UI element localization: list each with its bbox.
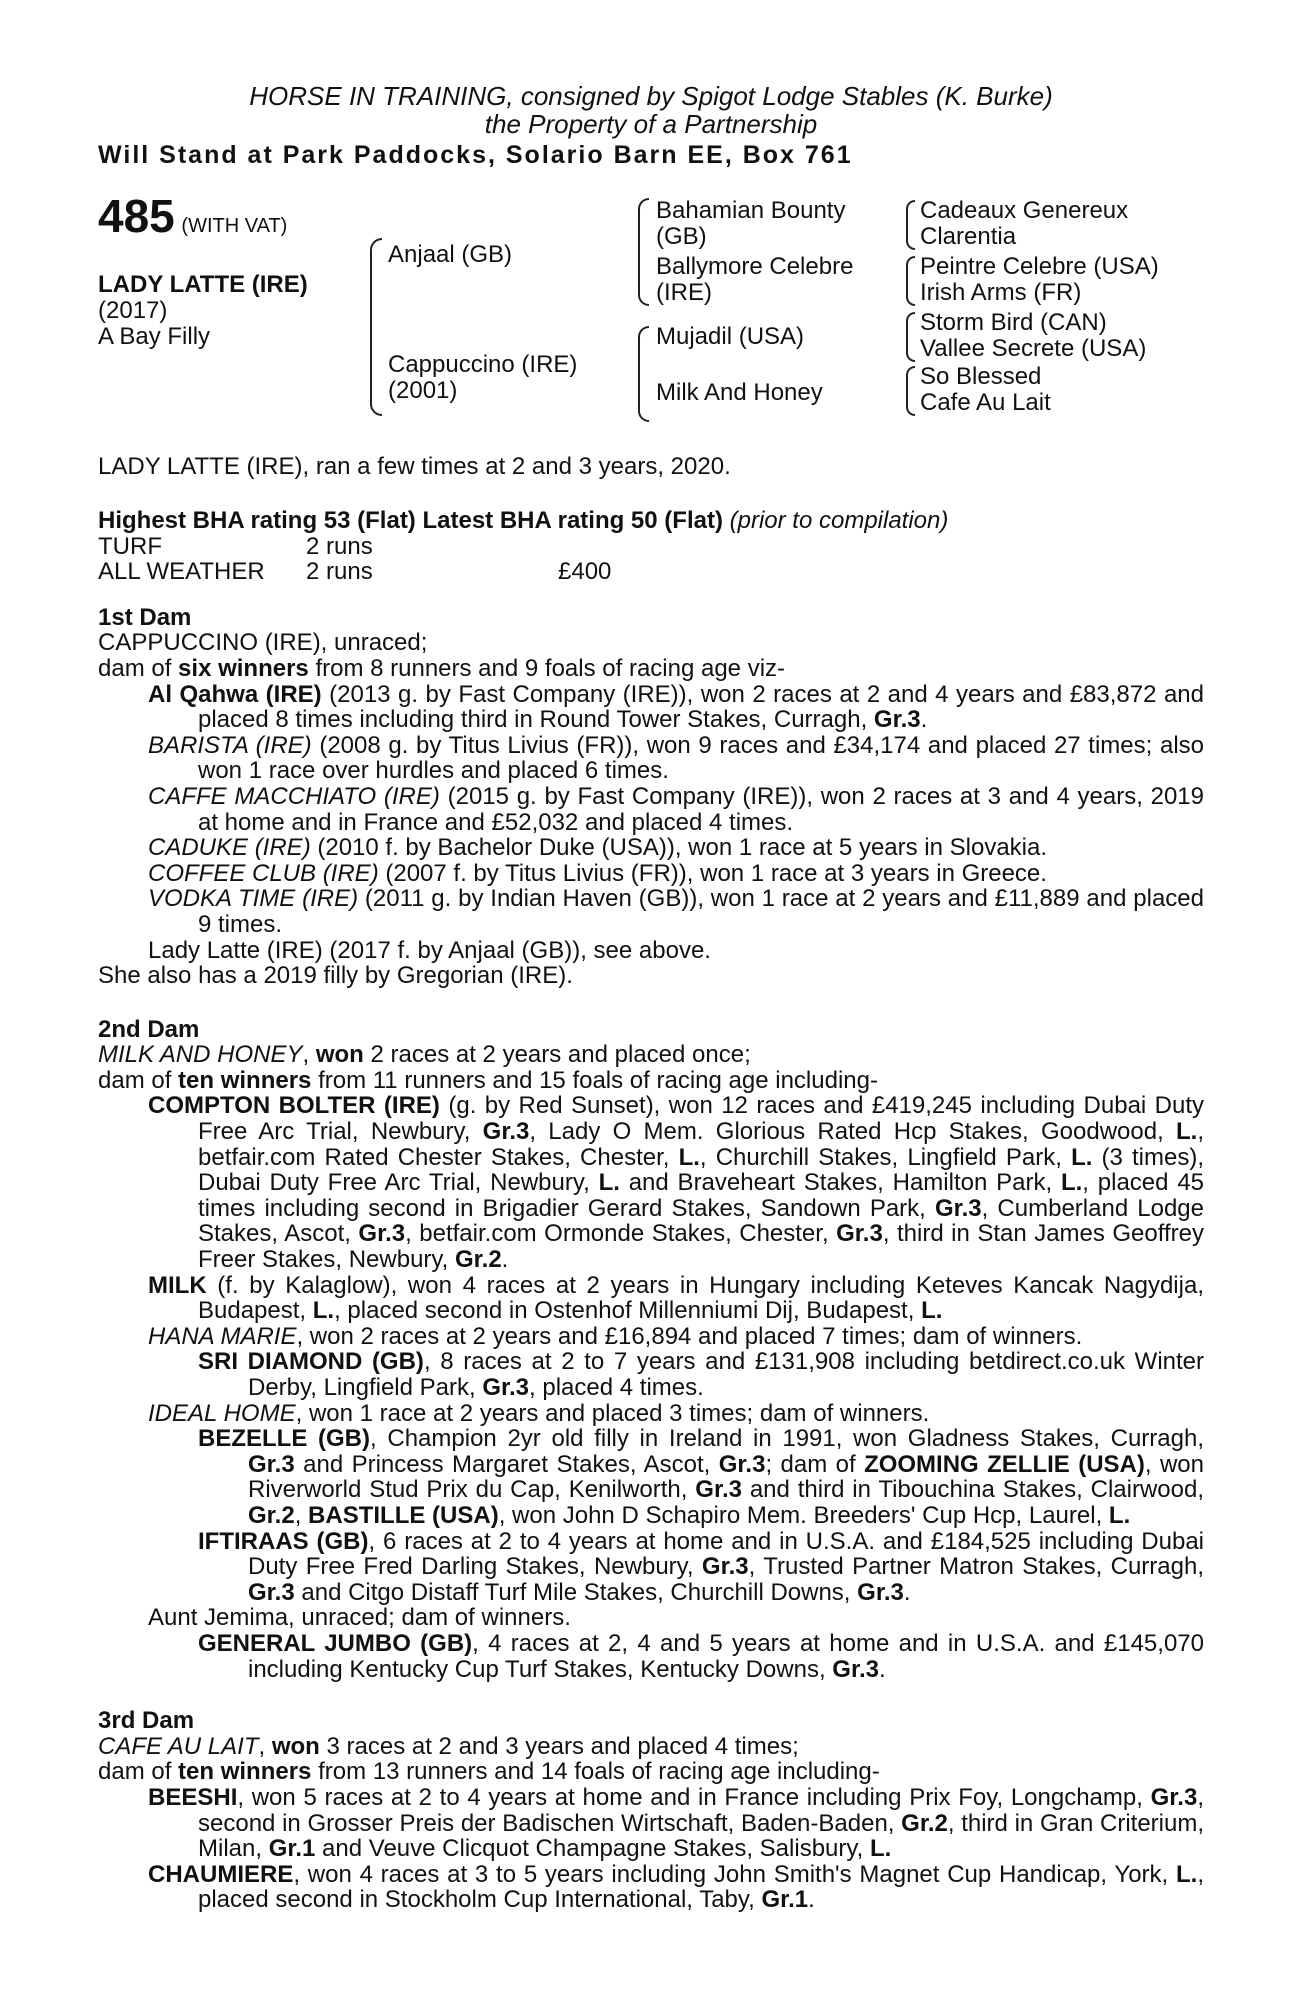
second-dam-section xyxy=(98,1017,1204,1682)
grade: Gr.3 xyxy=(873,706,921,734)
text: , 8 races at 2 to 7 years and £131,908 including betdirect.co.uk Winter Derby, Lingfield Park, xyxy=(248,1348,1205,1401)
sire-sire-2: (GB) xyxy=(656,223,707,250)
dam-dam-sire: So Blessed xyxy=(920,363,1042,390)
text: . xyxy=(903,1578,911,1606)
horse-year: (2017) xyxy=(98,297,168,324)
text: , Cumberland Lodge Stakes, Ascot, xyxy=(198,1194,1205,1248)
text: , xyxy=(302,1041,316,1069)
produce-entry xyxy=(98,1324,1204,1350)
horse-name: BASTILLE (USA) xyxy=(308,1501,499,1529)
text: (2011 g. by Indian Haven (GB)), won 1 race at 2 years and £11,889 and placed 9 times. xyxy=(198,885,1204,938)
produce-entry xyxy=(98,1785,1204,1862)
winners-count: ten winners xyxy=(178,1066,312,1094)
grade: Gr.3 xyxy=(836,1220,883,1248)
all-weather-prize: £400 xyxy=(558,558,612,586)
sire-dam-dam: Irish Arms (FR) xyxy=(920,279,1082,306)
text: (2010 f. by Bachelor Duke (USA)), won 1 race at 5 years in Slovakia. xyxy=(310,834,1048,862)
produce-entry xyxy=(98,886,1204,937)
sire-parents-brace xyxy=(638,198,649,306)
all-weather-runs: 2 runs xyxy=(306,558,373,586)
text: and Braveheart Stakes, Hamilton Park, xyxy=(619,1169,1061,1197)
sire-dam-sire: Peintre Celebre (USA) xyxy=(920,253,1159,280)
horse-name: CHAUMIERE xyxy=(148,1860,294,1888)
horse-name: SRI DIAMOND (GB) xyxy=(198,1348,424,1376)
produce-entry xyxy=(98,1426,1204,1528)
text: (g. by Red Sunset), won 12 races and £419,245 including Dubai Duty Free Arc Trial, Newbury, xyxy=(198,1092,1205,1146)
dam-sire-dam: Vallee Secrete (USA) xyxy=(920,335,1147,362)
produce-entry xyxy=(98,784,1204,835)
produce-entry xyxy=(98,1349,1204,1400)
text: . xyxy=(920,706,928,734)
text: , placed second in Stockholm Cup International, Taby, xyxy=(198,1860,1204,1914)
third-dam-produce-summary xyxy=(98,1759,1204,1785)
grade: Gr.3 xyxy=(1150,1783,1198,1811)
dam-name: CAFE AU LAIT xyxy=(98,1732,259,1760)
grade: Gr.2 xyxy=(454,1246,502,1274)
text: 3 races at 2 and 3 years and placed 4 times; xyxy=(319,1732,799,1760)
text: , won John D Schapiro Mem. Breeders' Cup Hcp, Laurel, xyxy=(498,1501,1109,1529)
listed: L. xyxy=(678,1143,700,1171)
grade: Gr.3 xyxy=(482,1374,530,1401)
produce-entry xyxy=(98,733,1204,784)
ownership-line: the Property of a Partnership xyxy=(484,109,818,139)
text: dam of xyxy=(98,1066,179,1094)
dam: Cappuccino (IRE) xyxy=(388,351,578,378)
produce-entry xyxy=(98,1631,1204,1682)
dam-sire-sire: Storm Bird (CAN) xyxy=(920,309,1107,336)
text: and third in Tibouchina Stakes, Clairwood, xyxy=(741,1476,1205,1504)
won-label: won xyxy=(315,1041,364,1069)
grade: Gr.2 xyxy=(248,1501,295,1529)
dam-parents-brace xyxy=(638,326,649,422)
third-dam-section xyxy=(98,1708,1204,1913)
produce-entry xyxy=(98,682,1204,733)
produce-entry xyxy=(98,835,1204,861)
lot-number: 485 xyxy=(98,190,175,242)
text: , placed 45 times including second in Brigadier Gerard Stakes, Sandown Park, xyxy=(198,1169,1205,1222)
text: , xyxy=(294,1501,309,1529)
text: (2007 f. by Titus Livius (FR)), won 1 race at 3 years in Greece. xyxy=(378,859,1047,887)
text: , placed 4 times. xyxy=(529,1374,704,1401)
bha-ratings xyxy=(98,508,1204,534)
horse-name: VODKA TIME (IRE) xyxy=(148,885,359,913)
dam-dam: Milk And Honey xyxy=(656,379,823,406)
text: from 13 runners and 14 foals of racing age including- xyxy=(311,1758,880,1786)
grade: Gr.3 xyxy=(701,1553,749,1581)
all-weather-label: ALL WEATHER xyxy=(98,558,265,586)
sire: Anjaal (GB) xyxy=(388,241,513,268)
turf-label: TURF xyxy=(98,532,162,560)
won-label: won xyxy=(271,1732,320,1760)
listed: L. xyxy=(1176,1860,1198,1888)
sire-dam-brace xyxy=(370,238,382,416)
grade: Gr.3 xyxy=(695,1476,742,1504)
text: , Champion 2yr old filly in Ireland in 1991, won Gladness Stakes, Curragh, xyxy=(370,1425,1204,1453)
listed: L. xyxy=(921,1297,943,1325)
second-dam-title: 2nd Dam xyxy=(98,1015,200,1043)
text: , third in Stan James Geoffrey Freer Stakes, Newbury, xyxy=(198,1220,1204,1274)
text: and Veuve Clicquot Champagne Stakes, Salisbury, xyxy=(315,1835,870,1863)
text: , won 5 races at 2 to 4 years at home and in France including Prix Foy, Longchamp, xyxy=(237,1783,1151,1811)
horse-description: A Bay Filly xyxy=(98,323,211,350)
grade: Gr.3 xyxy=(857,1578,904,1606)
first-dam-section xyxy=(98,605,1204,989)
dam-year: (2001) xyxy=(388,377,458,404)
race-career-summary: LADY LATTE (IRE), ran a few times at 2 and 3 years, 2020. xyxy=(98,453,731,480)
listed: L. xyxy=(1108,1501,1131,1529)
produce-entry xyxy=(98,1273,1204,1324)
gen3-brace-4 xyxy=(906,366,915,416)
consignor-line: HORSE IN TRAINING, consigned by Spigot Lodge Stables (K. Burke) xyxy=(249,81,1053,111)
pedigree-block xyxy=(98,190,1204,486)
ratings-section xyxy=(98,508,1204,585)
catalogue-page xyxy=(98,82,1204,1913)
grade: Gr.3 xyxy=(934,1194,982,1222)
text: , xyxy=(258,1732,272,1760)
second-dam-produce-summary xyxy=(98,1068,1204,1094)
text: and Princess Margaret Stakes, Ascot, xyxy=(294,1450,719,1478)
text: (3 times), Dubai Duty Free Arc Trial, Newbury, xyxy=(198,1143,1204,1197)
text: , betfair.com Ormonde Stakes, Chester, xyxy=(405,1220,837,1248)
dam-dam-dam: Cafe Au Lait xyxy=(920,389,1051,416)
text: and Citgo Distaff Turf Mile Stakes, Churchill Downs, xyxy=(294,1578,858,1606)
text: , won 2 races at 2 years and £16,894 and placed 7 times; dam of winners. xyxy=(296,1322,1083,1350)
vat-note: (WITH VAT) xyxy=(181,215,288,237)
grade: Gr.3 xyxy=(358,1220,406,1248)
text: , 4 races at 2, 4 and 5 years at home and in U.S.A. and £145,070 including Kentucky Cup Turf Stakes, Kentucky Downs, xyxy=(248,1629,1204,1683)
text: (2013 g. by Fast Company (IRE)), won 2 races at 2 and 4 years and £83,872 and placed 8 times including third in Round Tower Stakes, Curragh, xyxy=(198,680,1204,734)
text: , won 4 races at 3 to 5 years including John Smith's Magnet Cup Handicap, York, xyxy=(293,1860,1176,1888)
horse-name: CAFFE MACCHIATO (IRE) xyxy=(148,782,440,810)
third-dam-intro xyxy=(98,1734,1204,1760)
gen3-brace-1 xyxy=(906,200,915,250)
text: from 11 runners and 15 foals of racing age including- xyxy=(311,1066,878,1094)
produce-entry xyxy=(98,1529,1204,1606)
first-dam-produce-summary xyxy=(98,656,1204,682)
produce-entry xyxy=(98,1862,1204,1913)
text: . xyxy=(501,1246,509,1274)
horse-name: IDEAL HOME xyxy=(148,1399,296,1427)
listed: L. xyxy=(1176,1118,1198,1146)
horse-name: IFTIRAAS (GB) xyxy=(198,1527,369,1555)
gen3-brace-3 xyxy=(906,312,915,362)
horse-name: MILK xyxy=(148,1271,207,1299)
grade: Gr.3 xyxy=(482,1118,530,1146)
produce-entry xyxy=(98,861,1204,887)
first-dam-title: 1st Dam xyxy=(98,603,192,631)
grade: Gr.3 xyxy=(248,1450,295,1478)
produce-entry: Lady Latte (IRE) (2017 f. by Anjaal (GB)), see above. xyxy=(148,936,711,964)
bha-ratings-values: Highest BHA rating 53 (Flat) Latest BHA rating 50 (Flat) xyxy=(98,507,723,534)
dam-name: MILK AND HONEY xyxy=(98,1041,303,1069)
horse-name: BARISTA (IRE) xyxy=(148,731,312,759)
text: (2015 g. by Fast Company (IRE)), won 2 races at 3 and 4 years, 2019 at home and in France and £52,032 and placed 4 times. xyxy=(198,782,1205,836)
text: , Trusted Partner Matron Stakes, Curragh, xyxy=(748,1553,1204,1581)
sire-dam-1: Ballymore Celebre xyxy=(656,253,854,280)
horse-name: COMPTON BOLTER (IRE) xyxy=(148,1092,440,1120)
winners-count: six winners xyxy=(178,654,309,682)
horse-name: BEESHI xyxy=(148,1783,238,1811)
horse-name: GENERAL JUMBO (GB) xyxy=(198,1629,473,1657)
text: , placed second in Ostenhof Millenniumi Dij, Budapest, xyxy=(334,1297,922,1325)
all-weather-record xyxy=(98,559,1204,585)
text: . xyxy=(808,1886,815,1914)
text: from 8 runners and 9 foals of racing age viz- xyxy=(308,654,786,682)
listed: L. xyxy=(1060,1169,1083,1197)
horse-name: CADUKE (IRE) xyxy=(148,834,311,862)
listed: L. xyxy=(598,1169,620,1197)
horse-name: ZOOMING ZELLIE (USA) xyxy=(864,1450,1145,1478)
grade: Gr.2 xyxy=(901,1809,948,1837)
grade: Gr.1 xyxy=(268,1835,316,1863)
sire-sire-dam: Clarentia xyxy=(920,223,1017,250)
listed: L. xyxy=(1071,1143,1093,1171)
sire-dam-2: (IRE) xyxy=(656,279,712,306)
first-dam-intro: CAPPUCCINO (IRE), unraced; xyxy=(98,629,428,657)
produce-entry xyxy=(98,1093,1204,1272)
produce-entry: Aunt Jemima, unraced; dam of winners. xyxy=(148,1604,571,1632)
sire-sire-1: Bahamian Bounty xyxy=(656,197,846,224)
second-dam-intro xyxy=(98,1042,1204,1068)
grade: Gr.3 xyxy=(248,1578,295,1606)
horse-name: LADY LATTE (IRE) xyxy=(98,271,308,298)
horse-name: Al Qahwa (IRE) xyxy=(148,680,322,708)
text: , won Riverworld Stud Prix du Cap, Kenilworth, xyxy=(248,1450,1204,1504)
text: 2 races at 2 years and placed once; xyxy=(363,1041,751,1069)
horse-name: HANA MARIE xyxy=(148,1322,297,1350)
produce-note: She also has a 2019 filly by Gregorian (IRE). xyxy=(98,962,573,990)
listed: L. xyxy=(869,1835,892,1863)
text: , 6 races at 2 to 4 years at home and in U.S.A. and £184,525 including Dubai Duty Free Fred Darling Stakes, Newbury, xyxy=(248,1527,1205,1581)
third-dam-title: 3rd Dam xyxy=(98,1707,195,1735)
grade: Gr.3 xyxy=(832,1655,879,1683)
turf-runs: 2 runs xyxy=(306,532,373,560)
produce-entry xyxy=(98,1401,1204,1427)
text: , third in Gran Criterium, Milan, xyxy=(198,1809,1204,1863)
turf-record xyxy=(98,534,1204,560)
grade: Gr.1 xyxy=(761,1886,809,1914)
grade: Gr.3 xyxy=(718,1450,766,1478)
text: , Lady O Mem. Glorious Rated Hcp Stakes, Goodwood, xyxy=(529,1118,1176,1146)
listed: L. xyxy=(312,1297,335,1325)
text: , won 1 race at 2 years and placed 3 times; dam of winners. xyxy=(295,1399,930,1427)
sire-sire-sire: Cadeaux Genereux xyxy=(920,197,1129,224)
horse-name: COFFEE CLUB (IRE) xyxy=(148,859,379,887)
horse-name: BEZELLE (GB) xyxy=(198,1425,371,1453)
text: , second in Grosser Preis der Badischen Wirtschaft, Baden-Baden, xyxy=(198,1783,1204,1837)
lot-number-line xyxy=(98,190,288,242)
text: . xyxy=(879,1655,886,1683)
text: dam of xyxy=(98,654,179,682)
text: ; dam of xyxy=(765,1450,865,1478)
text: , Churchill Stakes, Lingfield Park, xyxy=(699,1143,1072,1171)
winners-count: ten winners xyxy=(178,1758,312,1786)
stand-location: Will Stand at Park Paddocks, Solario Barn EE, Box 761 xyxy=(98,141,853,169)
gen3-brace-2 xyxy=(906,256,915,306)
text: , betfair.com Rated Chester Stakes, Chester, xyxy=(198,1118,1204,1171)
text: (f. by Kalaglow), won 4 races at 2 years in Hungary including Keteves Kancak Nagydija, Budapest, xyxy=(198,1271,1204,1325)
dam-sire: Mujadil (USA) xyxy=(656,323,805,350)
text: (2008 g. by Titus Livius (FR)), won 9 races and £34,174 and placed 27 times; also won 1 race over hurdles and placed 6 times. xyxy=(198,731,1204,785)
bha-ratings-note: (prior to compilation) xyxy=(729,507,949,534)
text: dam of xyxy=(98,1758,179,1786)
